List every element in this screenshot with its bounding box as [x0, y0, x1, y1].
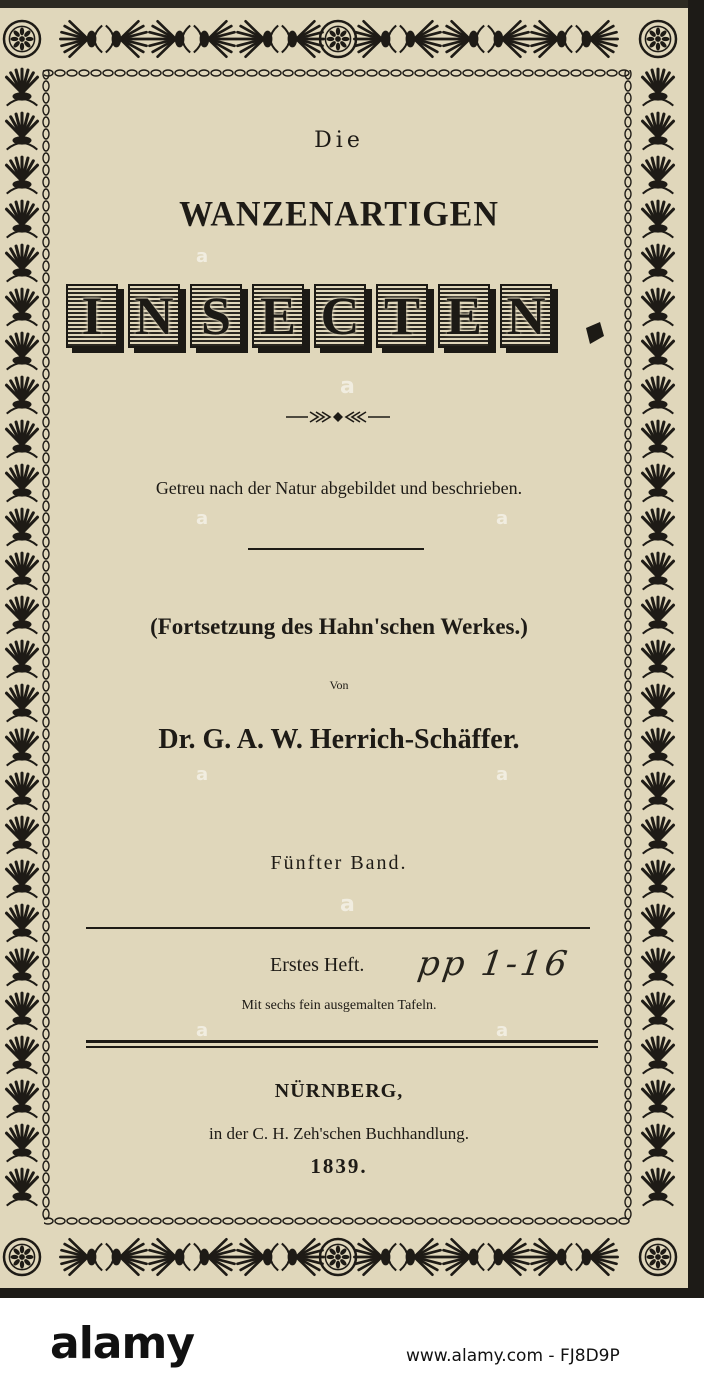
anthemion-ornament-icon: [7, 245, 38, 282]
left-ornament-border: [0, 66, 44, 1228]
insecten-period-ornament: [580, 318, 608, 354]
anthemion-ornament-icon: [236, 1239, 278, 1274]
anthemion-ornament-icon: [488, 21, 530, 56]
insecten-letter-glyph: T: [383, 286, 421, 346]
insecten-letter-glyph: N: [134, 286, 174, 346]
anthemion-ornament-icon: [282, 21, 324, 56]
anthemion-ornament-icon: [643, 1081, 674, 1118]
top-chain-rule: [44, 66, 636, 80]
volume-line: Fünfter Band.: [270, 852, 408, 874]
anthemion-ornament-icon: [7, 113, 38, 150]
anthemion-ornament-icon: [7, 553, 38, 590]
anthemion-ornament-icon: [354, 21, 396, 56]
anthemion-ornament-icon: [7, 641, 38, 678]
anthemion-ornament-icon: [7, 333, 38, 370]
anthemion-ornament-icon: [643, 1125, 674, 1162]
anthemion-ornament-icon: [148, 21, 190, 56]
watermark-glyph: a: [340, 374, 355, 399]
rosette-ornament-icon: [640, 1239, 676, 1275]
anthemion-ornament-icon: [7, 377, 38, 414]
anthemion-ornament-icon: [7, 993, 38, 1030]
anthemion-ornament-icon: [7, 1169, 38, 1206]
anthemion-ornament-icon: [7, 201, 38, 238]
watermark-glyph: a: [196, 764, 209, 785]
publisher-line: in der C. H. Zeh'schen Buchhandlung.: [209, 1124, 469, 1143]
bottom-ornament-border: [0, 1226, 690, 1288]
anthemion-ornament-icon: [643, 905, 674, 942]
watermark-glyph: a: [496, 508, 509, 529]
anthemion-ornament-icon: [194, 21, 236, 56]
anthemion-ornament-icon: [643, 157, 674, 194]
anthemion-ornament-icon: [442, 21, 484, 56]
watermark-glyph: a: [496, 1020, 509, 1041]
insecten-letter-glyph: E: [259, 286, 297, 346]
von-line: Von: [329, 678, 349, 692]
anthemion-ornament-icon: [194, 1239, 236, 1274]
right-frame-edge: [688, 0, 704, 1298]
anthemion-ornament-icon: [60, 21, 102, 56]
anthemion-ornament-icon: [643, 421, 674, 458]
anthemion-ornament-icon: [7, 861, 38, 898]
anthemion-ornament-icon: [354, 1239, 396, 1274]
rosette-ornament-icon: [320, 21, 356, 57]
anthemion-ornament-icon: [106, 1239, 148, 1274]
author-line: Dr. G. A. W. Herrich-Schäffer.: [158, 724, 520, 755]
anthemion-ornament-icon: [106, 21, 148, 56]
rosette-ornament-icon: [640, 21, 676, 57]
right-ornament-border: [636, 66, 680, 1228]
anthemion-ornament-icon: [643, 1169, 674, 1206]
anthemion-ornament-icon: [643, 509, 674, 546]
anthemion-ornament-icon: [7, 1081, 38, 1118]
anthemion-ornament-icon: [643, 69, 674, 106]
left-chain-rule: [40, 70, 52, 1222]
watermark-glyph: a: [196, 1020, 209, 1041]
insecten-letter: [376, 284, 434, 354]
alamy-logo: alamy: [50, 1318, 194, 1369]
anthemion-ornament-icon: [7, 509, 38, 546]
anthemion-ornament-icon: [7, 69, 38, 106]
anthemion-ornament-icon: [643, 817, 674, 854]
anthemion-ornament-icon: [643, 861, 674, 898]
anthemion-ornament-icon: [236, 21, 278, 56]
anthemion-ornament-icon: [7, 597, 38, 634]
anthemion-ornament-icon: [60, 1239, 102, 1274]
watermark-glyph: a: [496, 764, 509, 785]
anthemion-ornament-icon: [7, 421, 38, 458]
insecten-letter: [252, 284, 310, 354]
anthemion-ornament-icon: [643, 553, 674, 590]
anthemion-ornament-icon: [7, 465, 38, 502]
watermark-glyph: a: [196, 246, 209, 267]
watermark-glyph: a: [340, 892, 355, 917]
anthemion-ornament-icon: [7, 157, 38, 194]
anthemion-ornament-icon: [442, 1239, 484, 1274]
anthemion-ornament-icon: [643, 685, 674, 722]
anthemion-ornament-icon: [7, 773, 38, 810]
anthemion-ornament-icon: [643, 1037, 674, 1074]
anthemion-ornament-icon: [7, 949, 38, 986]
continuation-line: (Fortsetzung des Hahn'schen Werkes.): [150, 614, 528, 639]
insecten-letter: [500, 284, 558, 354]
anthemion-ornament-icon: [7, 729, 38, 766]
anthemion-ornament-icon: [530, 1239, 572, 1274]
subtitle-line: Getreu nach der Natur abgebildet und beschrieben.: [155, 478, 523, 498]
anthemion-ornament-icon: [643, 597, 674, 634]
anthemion-ornament-icon: [148, 1239, 190, 1274]
title-insecten: [66, 284, 606, 356]
anthemion-ornament-icon: [400, 21, 442, 56]
insecten-letter-glyph: S: [200, 286, 232, 346]
anthemion-ornament-icon: [643, 993, 674, 1030]
bottom-frame-edge: [0, 1288, 704, 1298]
insecten-letter: [66, 284, 124, 354]
anthemion-ornament-icon: [400, 1239, 442, 1274]
handwritten-annotation: pp 1-16: [415, 944, 573, 984]
anthemion-ornament-icon: [643, 773, 674, 810]
anthemion-ornament-icon: [643, 465, 674, 502]
insecten-letter-glyph: C: [320, 286, 360, 346]
anthemion-ornament-icon: [7, 1037, 38, 1074]
top-frame-band: [0, 0, 690, 8]
anthemion-ornament-icon: [488, 1239, 530, 1274]
insecten-letter-glyph: E: [445, 286, 483, 346]
fleuron-icon: [286, 410, 390, 424]
short-rule: [248, 548, 424, 550]
anthemion-ornament-icon: [282, 1239, 324, 1274]
anthemion-ornament-icon: [576, 21, 618, 56]
rosette-ornament-icon: [320, 1239, 356, 1275]
insecten-letter: [128, 284, 186, 354]
anthemion-ornament-icon: [576, 1239, 618, 1274]
alamy-image-id: www.alamy.com - FJ8D9P: [406, 1346, 620, 1366]
anthemion-ornament-icon: [7, 817, 38, 854]
title-wanzenartigen: WANZENARTIGEN: [179, 195, 499, 234]
anthemion-ornament-icon: [7, 905, 38, 942]
insecten-letter: [438, 284, 496, 354]
issue-line: Erstes Heft.: [270, 954, 365, 976]
anthemion-ornament-icon: [643, 377, 674, 414]
anthemion-ornament-icon: [7, 289, 38, 326]
right-chain-rule: [622, 70, 634, 1222]
rosette-ornament-icon: [4, 21, 40, 57]
insecten-letter: [314, 284, 372, 354]
insecten-letter: [190, 284, 248, 354]
double-rule-top: [86, 1040, 598, 1043]
anthemion-ornament-icon: [7, 685, 38, 722]
anthemion-ornament-icon: [643, 949, 674, 986]
anthemion-ornament-icon: [643, 289, 674, 326]
anthemion-ornament-icon: [643, 201, 674, 238]
middle-rule: [86, 927, 590, 929]
insecten-letter-glyph: N: [506, 286, 546, 346]
rosette-ornament-icon: [4, 1239, 40, 1275]
watermark-glyph: a: [196, 508, 209, 529]
anthemion-ornament-icon: [643, 641, 674, 678]
title-die: Die: [314, 128, 364, 153]
anthemion-ornament-icon: [7, 1125, 38, 1162]
year-line: 1839.: [310, 1154, 368, 1178]
anthemion-ornament-icon: [530, 21, 572, 56]
anthemion-ornament-icon: [643, 729, 674, 766]
anthemion-ornament-icon: [643, 333, 674, 370]
anthemion-ornament-icon: [643, 113, 674, 150]
insecten-letter-glyph: I: [81, 286, 103, 346]
plates-line: Mit sechs fein ausgemalten Tafeln.: [241, 998, 437, 1013]
anthemion-ornament-icon: [643, 245, 674, 282]
city-line: NÜRNBERG,: [274, 1080, 404, 1102]
bottom-chain-rule: [44, 1214, 636, 1228]
double-rule-bottom: [86, 1046, 598, 1048]
top-ornament-border: [0, 8, 690, 70]
